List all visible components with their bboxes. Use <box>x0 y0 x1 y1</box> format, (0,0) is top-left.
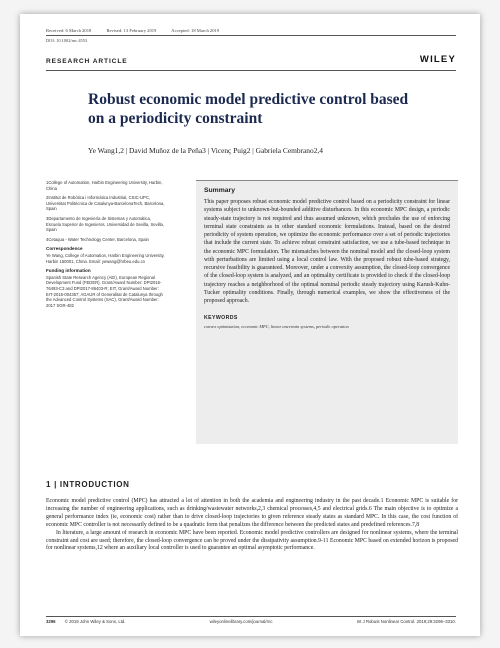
copyright: © 2019 John Wiley & Sons, Ltd. <box>64 619 126 624</box>
affiliation-1: 1College of Automation, Harbin Engineering University, Harbin, China <box>46 180 163 191</box>
page-number: 3296 <box>46 619 56 624</box>
affiliation-column <box>46 180 166 312</box>
intro-paragraph-1: Economic model predictive control (MPC) has attracted a lot of attention in both the academia and engineering industry in the past decade.1 Economic MPC is suitable for increasing the number of engineering applications, such as drinking/wastewater networks,2,3 chemical processes,4,5 and electrical grids.6 The main objective is to optimize a general performance index (ie, economic cost) rather than to drive closed-loop trajectories to given reference steady states as standard MPC. In this case, the cost function of economic MPC controller is not necessarily defined to be a quadratic form that penalizes the difference between the predicted states and predefined references.7,8 <box>46 498 458 528</box>
header-rule <box>46 35 456 36</box>
correspondence-text: Ye Wang, College of Automation, Harbin Engineering University, Harbin 150001, China. Email: yewang@hrbeu.edu.cn <box>46 252 165 264</box>
introduction-heading: 1 | INTRODUCTION <box>46 480 130 489</box>
author-list: Ye Wang1,2 | David Muñoz de la Peña3 | Vicenç Puig2 | Gabriela Cembrano2,4 <box>88 146 323 155</box>
affiliation-3: 3Departamento de Ingeniería de Sistemas y Automática, Escuela Superior de Ingenieros, Universidad de Sevilla, Sevilla, Spain <box>46 215 165 233</box>
introduction-body <box>46 498 458 553</box>
article-page <box>20 14 480 636</box>
affiliation-4: 4Cetaqua - Water Technology Center, Barcelona, Spain <box>46 236 149 242</box>
keywords-heading: KEYWORDS <box>204 315 238 322</box>
footer-left <box>46 619 126 624</box>
journal-url[interactable]: wileyonlinelibrary.com/journal/rnc <box>209 619 273 624</box>
funding-text: Spanish State Research Agency (AEI), European Regional Development Fund (FEDER), Grant/Award Number: DPI2016-76493-C3 and DPI2017-86403-R; EIT, Grant/Award Number: EIT-2016-004357; AGAUR of Generalitat de Catalunya through the Advanced Control Systems (SAC), Grant/Award Number: 2017 SGR-482 <box>46 274 163 308</box>
section-rule <box>46 70 456 71</box>
received-date: Received: 6 March 2018 <box>46 28 92 33</box>
article-title: Robust economic model predictive control based on a periodicity constraint <box>88 91 409 127</box>
article-dates <box>46 28 233 33</box>
revised-date: Revised: 13 February 2019 <box>106 28 157 33</box>
publisher-logo: WILEY <box>419 54 456 65</box>
accepted-date: Accepted: 18 March 2019 <box>171 28 220 33</box>
section-label: RESEARCH ARTICLE <box>46 58 128 65</box>
funding-heading: Funding information <box>46 268 91 274</box>
affiliation-2: 2Institut de Robòtica i Informàtica Industrial, CSIC-UPC, Universitat Politècnica de Catalunya-BarcelonaTech, Barcelona, Spain <box>46 195 165 212</box>
summary-heading: Summary <box>204 187 235 194</box>
summary-text: This paper proposes robust economic model predictive control based on a periodicity constraint for linear systems subject to unknown-but-bounded additive disturbances. In this economic MPC design, a periodic steady-state trajectory is not required and thus assumed unknown, which precludes the use of enforcing terminal state constraints as in other standard economic formulations. Instead, based on the desired periodicity of system operation, we optimize the economic performance over a set of periodic trajectories that include the current state. To achieve robust constraint satisfaction, we use a tube-based technique in the economic MPC formulation. The mismatches between the nominal model and the closed-loop system with perturbations are limited using a local control law. With the proposed robust tube-based strategy, recursive feasibility is guaranteed. Moreover, under a convexity assumption, the closed-loop convergence of the closed-loop system is analyzed, and an optimality certificate is provided to check if the closed-loop trajectory reaches a neighborhood of the optimal nominal periodic steady trajectory using Karush-Kuhn-Tucker optimality conditions. Finally, through numerical examples, we show the effectiveness of the proposed approach. <box>204 199 450 304</box>
summary-box <box>196 180 458 444</box>
doi[interactable]: DOI: 10.1002/rnc.4553 <box>46 38 88 43</box>
keywords-text: convex optimization, economic MPC, linear uncertain systems, periodic operation <box>204 324 349 330</box>
page-footer <box>46 619 456 624</box>
journal-citation: Int J Robust Nonlinear Control. 2019;29:3296–3310. <box>356 619 456 624</box>
correspondence-heading: Correspondence <box>46 246 83 252</box>
intro-paragraph-2: In literature, a large amount of research in economic MPC have been reported. Economic model predictive controllers are designed for nonlinear systems, where the terminal constraint and cost are used; therefore, the closed-loop convergence can be proved under the dissipativity assumption.9-11 Economic MPC based on extended horizon is proposed for nonlinear systems,12 where an auxiliary local controller is used to guarantee an optimal asymptotic performance. <box>46 529 458 552</box>
footer-rule <box>46 616 456 617</box>
